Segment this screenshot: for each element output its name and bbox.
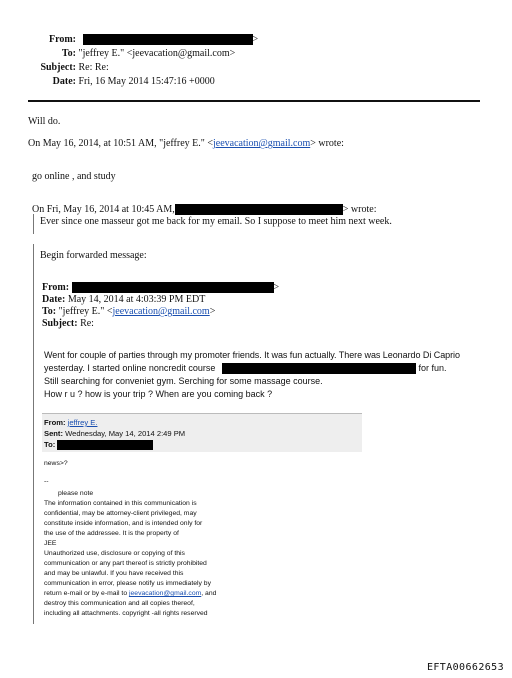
header-to-label: To: bbox=[61, 48, 76, 59]
original-sent-value: Wednesday, May 14, 2014 2:49 PM bbox=[65, 429, 186, 438]
header-to-close: > bbox=[229, 48, 236, 59]
signature-separator: -- bbox=[44, 478, 49, 485]
forward-to-email-link[interactable]: jeevacation@gmail.com bbox=[112, 306, 210, 317]
disclaimer-line: please note bbox=[58, 490, 94, 497]
disclaimer-line: JEE bbox=[44, 540, 57, 547]
header-subject-label: Subject: bbox=[40, 62, 76, 73]
quote1-prefix: On May 16, 2014, at 10:51 AM, "jeffrey E." < bbox=[28, 138, 213, 149]
disclaimer-line: and may be unlawful. If you have received this bbox=[44, 570, 184, 577]
disclaimer-line: constitute inside information, and is intended only for bbox=[44, 520, 203, 527]
forward-intro: Begin forwarded message: bbox=[40, 250, 147, 261]
redacted-course bbox=[222, 363, 416, 374]
disclaimer-email-suffix: , and bbox=[201, 590, 217, 597]
forward-date-value: May 14, 2014 at 4:03:39 PM EDT bbox=[67, 294, 206, 305]
header-divider bbox=[28, 100, 480, 102]
redacted-sender-2 bbox=[175, 204, 343, 215]
original-body: news>? bbox=[44, 460, 68, 467]
original-divider bbox=[42, 413, 362, 414]
disclaimer-line: including all attachments. copyright -all rights reserved bbox=[44, 610, 208, 617]
original-sent-row bbox=[44, 429, 185, 438]
message-line2-prefix: yesterday. I started online noncredit course bbox=[44, 363, 216, 373]
redacted-recipient bbox=[57, 440, 153, 450]
disclaimer-line: The information contained in this communication is bbox=[44, 500, 197, 507]
disclaimer-line: Unauthorized use, disclosure or copying of this bbox=[44, 550, 185, 557]
forward-from-row bbox=[42, 282, 279, 293]
disclaimer-line: return e-mail or by e-mail to bbox=[44, 590, 128, 597]
disclaimer-email-link[interactable]: jeevacation@gmail.com bbox=[129, 590, 202, 597]
quote2-prefix: On Fri, May 16, 2014 at 10:45 AM, bbox=[32, 204, 175, 215]
message-line2-suffix: for fun. bbox=[418, 363, 447, 373]
disclaimer-line: confidential, may be attorney-client privileged, may bbox=[44, 510, 197, 517]
forward-subject-row bbox=[42, 318, 94, 329]
forward-date-label: Date: bbox=[42, 294, 66, 305]
disclaimer-line: destroy this communication and all copies thereof, bbox=[44, 600, 195, 607]
header-subject-value: Re: Re: bbox=[78, 62, 109, 73]
forward-date-row bbox=[42, 294, 205, 305]
header-subject-row bbox=[20, 61, 109, 74]
header-to-email[interactable]: jeevacation@gmail.com bbox=[132, 48, 230, 59]
header-to-row bbox=[40, 47, 235, 60]
forward-subject-value: Re: bbox=[80, 318, 94, 329]
forward-from-suffix: > bbox=[273, 282, 280, 293]
disclaimer-line-email bbox=[44, 590, 216, 597]
forward-to-row bbox=[42, 306, 215, 317]
message-line-3: Still searching for conveniet gym. Serching for some massage course. bbox=[44, 376, 323, 386]
forward-to-label: To: bbox=[42, 306, 57, 317]
header-date-row bbox=[40, 75, 215, 88]
quote1-suffix: > wrote: bbox=[310, 138, 344, 149]
header-date-label: Date: bbox=[52, 76, 76, 87]
document-id: EFTA00662653 bbox=[426, 662, 504, 673]
original-from-label: From: bbox=[44, 418, 66, 427]
forward-to-close: > bbox=[209, 306, 216, 317]
header-date-value: Fri, 16 May 2014 15:47:16 +0000 bbox=[78, 76, 215, 87]
redacted-forward-sender bbox=[72, 282, 274, 293]
header-to-name: "jeffrey E." < bbox=[78, 48, 133, 59]
header-from-row bbox=[40, 33, 258, 46]
reply-text: Will do. bbox=[28, 116, 61, 127]
disclaimer-line: communication or any part thereof is strictly prohibited bbox=[44, 560, 207, 567]
original-to-label: To: bbox=[44, 440, 56, 449]
header-from-suffix: > bbox=[252, 34, 259, 45]
message-line-2 bbox=[44, 363, 446, 374]
quote1-email-link[interactable]: jeevacation@gmail.com bbox=[213, 138, 311, 149]
quote-attribution-1 bbox=[28, 138, 344, 149]
original-from-link[interactable]: jeffrey E. bbox=[67, 418, 98, 427]
forward-to-name: "jeffrey E." < bbox=[58, 306, 113, 317]
disclaimer-line: communication in error, please notify us immediately by bbox=[44, 580, 211, 587]
redacted-sender bbox=[83, 34, 253, 45]
original-to-row bbox=[44, 440, 153, 450]
quote-attribution-2 bbox=[32, 204, 376, 215]
reply-text-2: go online , and study bbox=[32, 171, 116, 182]
forward-subject-label: Subject: bbox=[42, 318, 78, 329]
message-line-1: Went for couple of parties through my promoter friends. It was fun actually. There was Leonardo Di Caprio bbox=[44, 350, 460, 360]
header-from-label: From: bbox=[48, 34, 76, 45]
quote2-suffix: > wrote: bbox=[342, 204, 377, 215]
quote-bar bbox=[33, 214, 34, 234]
quote2-body: Ever since one masseur got me back for my email. So I suppose to meet him next week. bbox=[40, 216, 392, 227]
forward-from-label: From: bbox=[42, 282, 70, 293]
original-sent-label: Sent: bbox=[44, 429, 63, 438]
disclaimer-line: the use of the addressee. It is the property of bbox=[44, 530, 179, 537]
message-line-4: How r u ? how is your trip ? When are you coming back ? bbox=[44, 389, 273, 399]
original-from-row bbox=[44, 418, 97, 427]
forward-bar bbox=[33, 244, 34, 624]
